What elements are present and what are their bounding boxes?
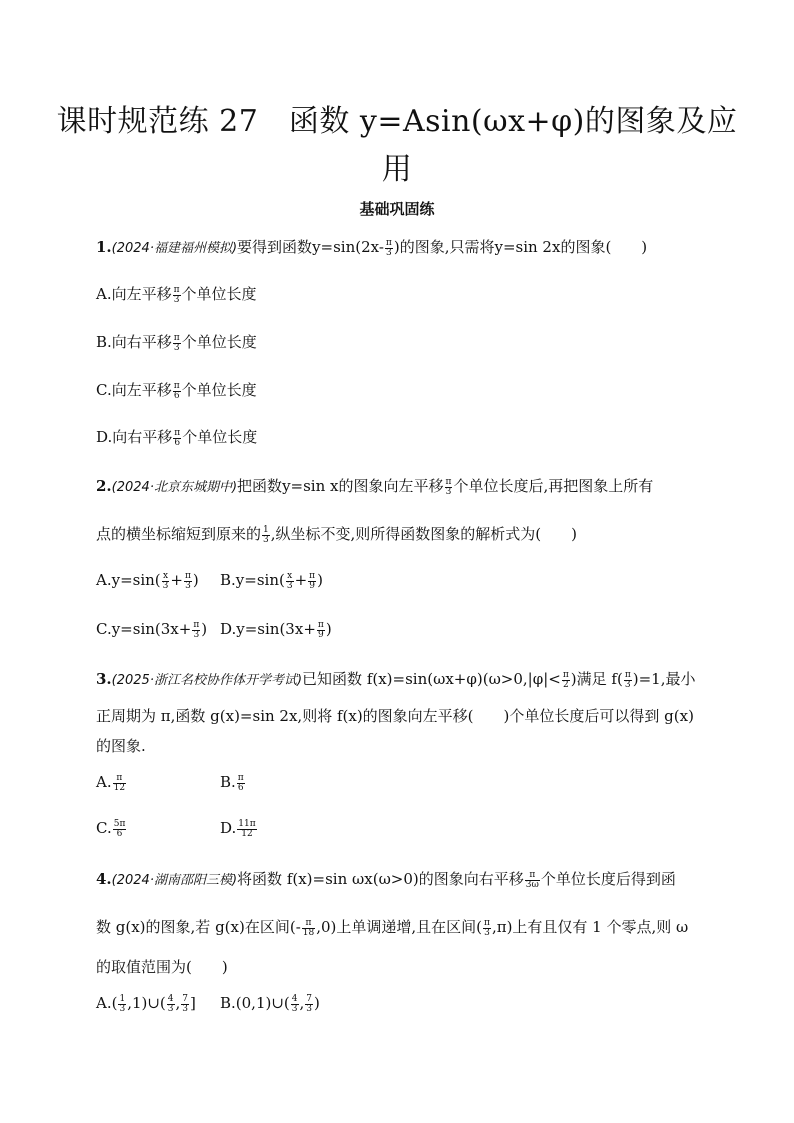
question-4-stem-line2: 数 g(x)的图象,若 g(x)在区间(- $\frac{\pi}{18}$ ,0)上单调递增,且在区间( $\frac{\pi}{3}$ ,π)上有且仅有 1 个零点,则 ω	[96, 917, 689, 938]
option-d[interactable]: D.向右平移 $\frac{\pi}{6}$ 个单位长度	[96, 427, 258, 448]
question-1-stem: 1.(2024·福建福州模拟)要得到函数y=sin(2x- $\frac{\pi}{3}$ )的图象,只需将y=sin 2x的图象( )	[96, 237, 648, 258]
option-a[interactable]: A.向左平移 $\frac{\pi}{3}$ 个单位长度	[96, 284, 257, 305]
question-2-stem: 2.(2024·北京东城期中)把函数y=sin x的图象向左平移 $\frac{\pi}{3}$ 个单位长度后,再把图象上所有	[96, 476, 654, 497]
option-b[interactable]: B.y=sin( $\frac{x}{3}$ + $\frac{\pi}{9}$ )	[220, 570, 323, 591]
option-d[interactable]: D.y=sin(3x+ $\frac{\pi}{9}$ )	[220, 619, 332, 640]
option-d[interactable]: D. $\frac{11\pi}{12}$	[220, 818, 256, 839]
option-c[interactable]: C.向左平移 $\frac{\pi}{6}$ 个单位长度	[96, 380, 257, 401]
option-a[interactable]: A. $\frac{\pi}{12}$	[96, 772, 126, 793]
question-4-stem: 4.(2024·湖南邵阳三模)将函数 f(x)=sin ωx(ω>0)的图象向右平移 $\frac{\pi}{3\omega}$ 个单位长度后得到函	[96, 869, 676, 890]
question-number: 1.	[96, 238, 112, 256]
option-a[interactable]: A.y=sin( $\frac{x}{3}$ + $\frac{\pi}{3}$ )	[96, 570, 199, 591]
fraction: $\frac{\pi}{3}$	[385, 237, 392, 258]
question-3-stem: 3.(2025·浙江名校协作体开学考试)已知函数 f(x)=sin(ωx+φ)(ω>0,|φ|< $\frac{\pi}{2}$ )满足 f( $\frac{\pi}{3}$ )=1,最小	[96, 669, 696, 690]
page-title-line2: 用	[381, 152, 413, 187]
question-3-stem-line3: 的图象.	[96, 737, 146, 755]
question-4-stem-line3: 的取值范围为( )	[96, 958, 228, 976]
question-3-stem-line2: 正周期为 π,函数 g(x)=sin 2x,则将 f(x)的图象向左平移( )个单位长度后可以得到 g(x)	[96, 707, 694, 725]
option-b[interactable]: B.向右平移 $\frac{\pi}{3}$ 个单位长度	[96, 332, 257, 353]
option-c[interactable]: C. $\frac{5\pi}{6}$	[96, 818, 126, 839]
section-heading: 基础巩固练	[359, 200, 435, 218]
question-source: (2024·福建福州模拟)	[111, 241, 238, 256]
option-c[interactable]: C.y=sin(3x+ $\frac{\pi}{3}$ )	[96, 619, 208, 640]
option-b[interactable]: B.(0,1)∪( $\frac{4}{3}$ , $\frac{7}{3}$ )	[220, 993, 320, 1014]
question-2-stem-line2: 点的横坐标缩短到原来的 $\frac{1}{3}$ ,纵坐标不变,则所得函数图象的解析式为( )	[96, 524, 577, 545]
option-b[interactable]: B. $\frac{\pi}{6}$	[220, 772, 244, 793]
option-a[interactable]: A.( $\frac{1}{3}$ ,1)∪( $\frac{4}{3}$ , $\frac{7}{3}$ ]	[96, 993, 196, 1014]
page-title-line1: 课时规范练 27 函数 y=Asin(ωx+φ)的图象及应	[56, 104, 738, 139]
